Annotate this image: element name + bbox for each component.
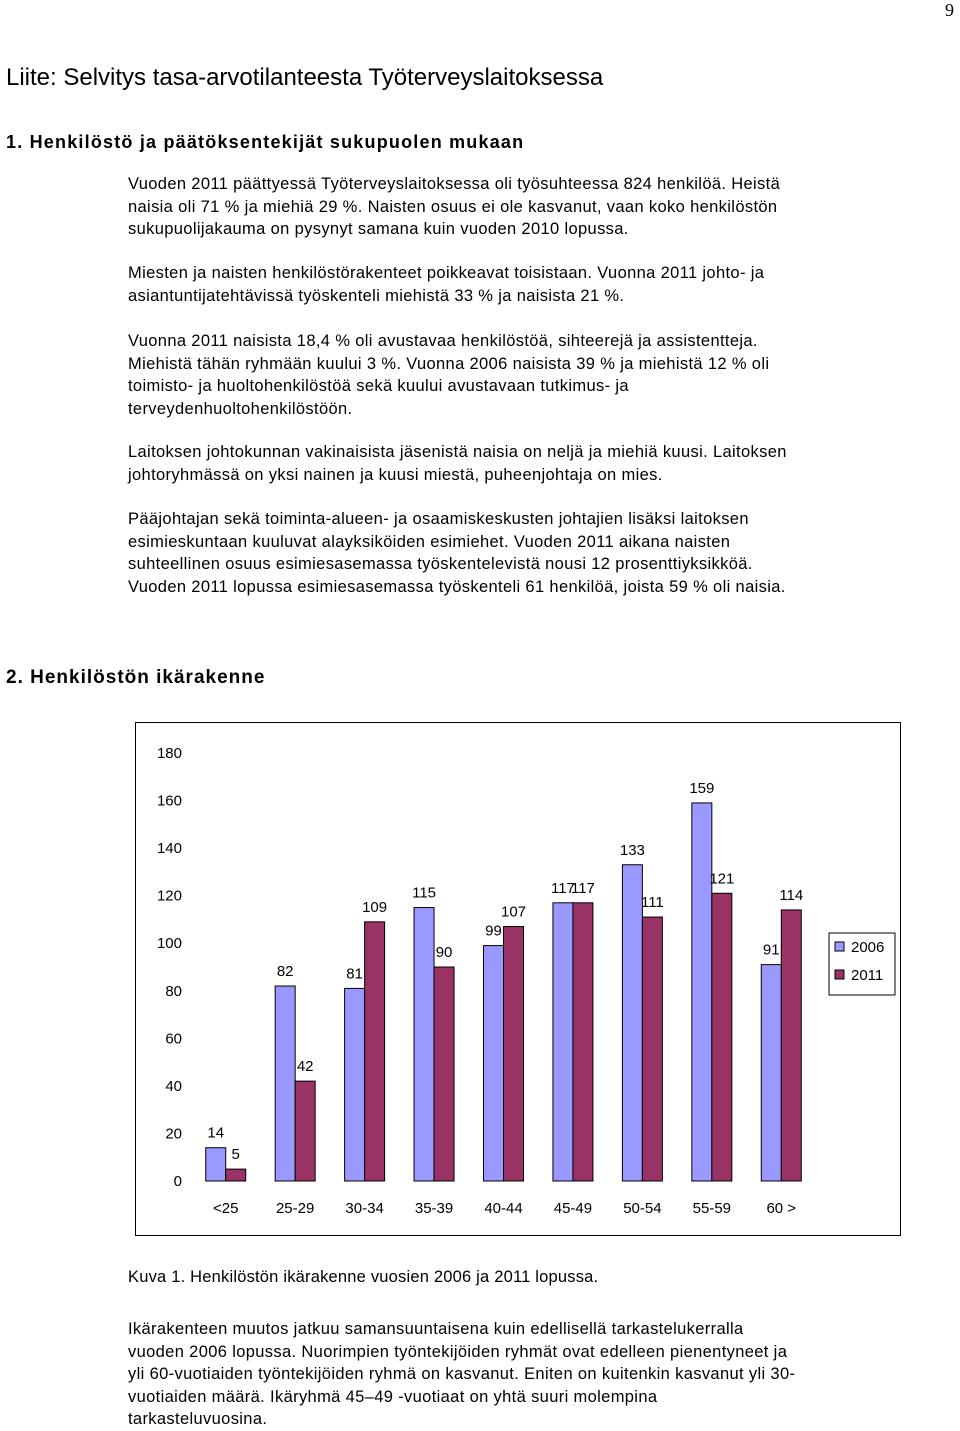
text-line: vuoden 2006 lopussa. Nuorimpien työntekijöiden ryhmät ovat edelleen pienentyneet ja (128, 1342, 788, 1361)
text-line: Vuoden 2011 päättyessä Työterveyslaitoksessa oli työsuhteessa 824 henkilöä. Heistä (128, 175, 781, 193)
y-tick-label: 100 (156, 935, 182, 953)
legend-swatch-2006 (835, 942, 844, 951)
text-line: asiantuntijatehtävissä työskenteli miehistä 33 % ja naisista 21 %. (128, 286, 625, 305)
data-label-2011: 117 (570, 879, 595, 897)
text-line: naisia oli 71 % ja miehiä 29 %. Naisten osuus ei ole kasvanut, vaan koko henkilöstön (128, 197, 778, 216)
bar-2006-4 (484, 946, 504, 1181)
bar-2006-2 (345, 988, 365, 1181)
text-line: Vuonna 2011 naisista 18,4 % oli avustavaa henkilöstöä, sihteerejä ja assistentteja. (128, 332, 758, 350)
text-line: sukupuolijakauma on pysynyt samana kuin vuoden 2010 lopussa. (128, 220, 629, 238)
figure-caption: Kuva 1. Henkilöstön ikärakenne vuosien 2006 ja 2011 lopussa. (128, 1268, 599, 1286)
legend-label-2011: 2011 (851, 967, 884, 984)
data-label-2011: 121 (709, 870, 735, 888)
y-tick-label: 180 (156, 745, 182, 762)
bar-2006-7 (692, 803, 712, 1181)
data-label-2011: 111 (640, 894, 664, 912)
bar-2011-8 (781, 910, 801, 1181)
y-tick-label: 160 (156, 792, 182, 810)
text-line: Ikärakenteen muutos jatkuu samansuuntaisena kuin edellisellä tarkastelukerralla (128, 1320, 744, 1338)
section-1-paragraph-3 (128, 330, 948, 420)
y-tick-label: 0 (173, 1173, 182, 1190)
section-1-paragraph-4 (128, 441, 948, 486)
data-label-2006: 117 (550, 879, 575, 897)
bar-2011-3 (434, 967, 454, 1181)
y-tick-label: 120 (156, 887, 182, 905)
y-tick-label: 80 (165, 982, 182, 1000)
x-category-label: <25 (212, 1200, 239, 1217)
bar-2006-3 (414, 908, 434, 1181)
data-label-2006: 133 (619, 841, 645, 859)
age-structure-chart (135, 722, 901, 1236)
section-2-heading: 2. Henkilöstön ikärakenne (6, 667, 266, 688)
y-tick-label: 60 (165, 1030, 182, 1048)
chart-canvas (136, 723, 902, 1237)
section-2-paragraph-1 (128, 1318, 948, 1431)
x-category-label: 55-59 (692, 1200, 732, 1217)
bar-2011-7 (712, 893, 732, 1181)
bar-2011-0 (226, 1169, 246, 1181)
page-number: 9 (945, 0, 954, 20)
section-1-paragraph-2 (128, 262, 948, 307)
x-category-label: 35-39 (414, 1200, 454, 1217)
x-category-label: 25-29 (275, 1200, 315, 1217)
data-label-2006: 91 (762, 941, 780, 959)
data-label-2006: 14 (207, 1124, 225, 1142)
data-label-2006: 159 (689, 779, 715, 797)
bar-2011-5 (573, 903, 593, 1181)
text-line: suhteellinen osuus esimiesasemassa työskentelevistä nousi 12 prosenttiyksikköä. (128, 555, 753, 573)
bar-2011-6 (642, 917, 662, 1181)
data-label-2006: 115 (412, 884, 437, 902)
data-label-2011: 42 (296, 1058, 314, 1076)
bar-2006-1 (275, 986, 295, 1181)
document-title: Liite: Selvitys tasa-arvotilanteesta Työterveyslaitoksessa (6, 64, 604, 91)
section-1-paragraph-1 (128, 173, 948, 241)
bar-2006-5 (553, 903, 573, 1181)
bar-2006-8 (761, 965, 781, 1181)
text-line: toimisto- ja huoltohenkilöstöä sekä kuului avustavaan tutkimus- ja (128, 377, 629, 395)
data-label-2011: 114 (779, 886, 804, 904)
y-tick-label: 40 (165, 1077, 182, 1095)
data-label-2006: 82 (276, 963, 294, 981)
bar-2006-0 (206, 1148, 226, 1181)
text-line: tarkasteluvuosina. (128, 1410, 268, 1428)
text-line: Laitoksen johtokunnan vakinaisista jäsenistä naisia on neljä ja miehiä kuusi. Laitoksen (128, 443, 787, 461)
bar-2011-1 (295, 1081, 315, 1181)
text-line: Miesten ja naisten henkilöstörakenteet poikkeavat toisistaan. Vuonna 2011 johto- ja (128, 264, 765, 282)
section-1-heading: 1. Henkilöstö ja päätöksentekijät sukupuolen mukaan (6, 132, 525, 152)
x-category-label: 60 > (766, 1200, 797, 1217)
y-tick-label: 20 (165, 1125, 182, 1143)
x-category-label: 50-54 (623, 1200, 662, 1217)
bar-2006-6 (622, 865, 642, 1181)
x-category-label: 30-34 (345, 1200, 384, 1217)
text-line: yli 60-vuotiaiden työntekijöiden ryhmä on kasvanut. Eniten on kuitenkin kasvanut yli 30- (128, 1365, 796, 1383)
data-label-2011: 109 (362, 898, 388, 916)
legend-swatch-2011 (835, 970, 844, 979)
x-category-label: 45-49 (553, 1200, 593, 1217)
text-line: esimieskuntaan kuuluvat alayksiköiden esimiehet. Vuoden 2011 aikana naisten (128, 532, 731, 551)
text-line: Pääjohtajan sekä toiminta-alueen- ja osaamiskeskusten johtajien lisäksi laitoksen (128, 510, 749, 528)
section-1-paragraph-5 (128, 508, 948, 598)
data-label-2006: 81 (346, 965, 363, 983)
data-label-2011: 90 (435, 944, 453, 961)
data-label-2011: 5 (231, 1146, 240, 1164)
x-category-label: 40-44 (484, 1200, 523, 1217)
data-label-2011: 107 (500, 903, 527, 921)
text-line: johtoryhmässä on yksi nainen ja kuusi miestä, puheenjohtaja on mies. (128, 465, 663, 484)
legend-label-2006: 2006 (851, 939, 885, 956)
bar-2011-4 (504, 927, 524, 1181)
data-label-2006: 99 (485, 922, 502, 940)
y-tick-label: 140 (156, 840, 182, 858)
text-line: terveydenhuoltohenkilöstöön. (128, 399, 353, 418)
text-line: Miehistä tähän ryhmään kuului 3 %. Vuonna 2006 naisista 39 % ja miehistä 12 % oli (128, 354, 770, 373)
bar-2011-2 (365, 922, 385, 1181)
text-line: vuotiaiden määrä. Ikäryhmä 45–49 -vuotiaat on yhtä suuri molempina (128, 1387, 658, 1406)
text-line: Vuoden 2011 lopussa esimiesasemassa työskenteli 61 henkilöä, joista 59 % oli naisia. (128, 577, 786, 596)
